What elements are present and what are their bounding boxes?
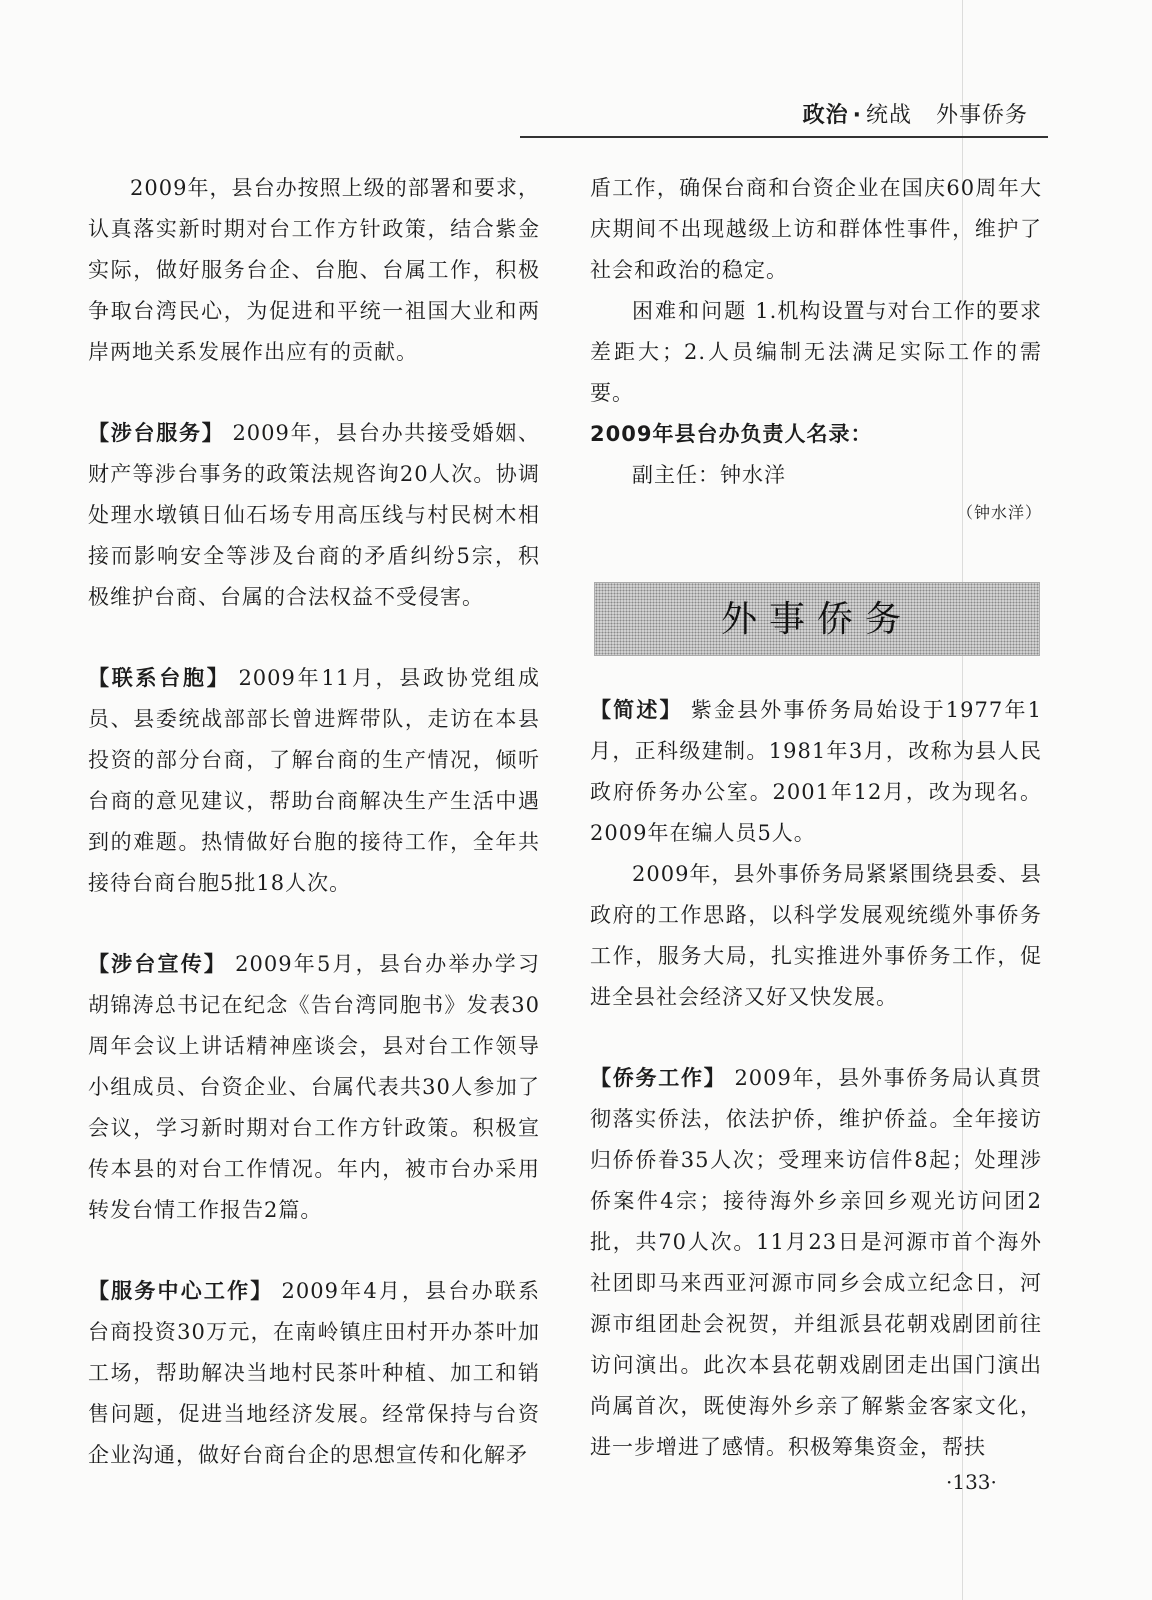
intro-paragraph: 2009年，县台办按照上级的部署和要求，认真落实新时期对台工作方针政策，结合紫金实际，做好服务台企、台胞、台属工作，积极争取台湾民心，为促进和平统一祖国大业和两岸两地关系发展作出应有的贡献。 — [88, 176, 540, 364]
section-heading: 【简述】 — [590, 698, 683, 722]
section-heading: 【联系台胞】 — [88, 666, 231, 690]
section-shetai-fuwu — [88, 413, 540, 618]
section-shetai-xuanchuan — [88, 944, 540, 1231]
section-body: 2009年，县台办共接受婚姻、财产等涉台事务的政策法规咨询20人次。协调处理水墩镇日仙石场专用高压线与村民树木相接而影响安全等涉及台商的矛盾纠纷5宗，积极维护台商、台属的合法权益不受侵害。 — [88, 421, 540, 609]
section-heading: 【服务中心工作】 — [88, 1279, 274, 1303]
continued-paragraph: 盾工作，确保台商和台资企业在国庆60周年大庆期间不出现越级上访和群体性事件，维护了社会和政治的稳定。 — [590, 176, 1042, 282]
right-column — [590, 168, 1042, 1468]
section-heading: 【涉台宣传】 — [88, 952, 228, 976]
page-number: ·133· — [946, 1470, 997, 1494]
section-jianshu — [590, 690, 1042, 854]
section-heading: 【侨务工作】 — [590, 1066, 727, 1090]
section-body: 2009年4月，县台办联系台商投资30万元，在南岭镇庄田村开办茶叶加工场，帮助解决当地村民茶叶种植、加工和销售问题，促进当地经济发展。经常保持与台资企业沟通，做好台商台企的思想宣传和化解矛 — [88, 1279, 540, 1467]
header-rule — [520, 136, 1048, 138]
chapter-banner-title: 外事侨务 — [720, 598, 913, 640]
section-heading: 【涉台服务】 — [88, 421, 225, 445]
chapter-banner — [594, 582, 1040, 656]
running-head — [803, 98, 1028, 129]
section-qiaowu-gongzuo — [590, 1058, 1042, 1468]
author-attribution: （钟水洋） — [956, 503, 1042, 522]
section-body: 2009年，县外事侨务局认真贯彻落实侨法，依法护侨，维护侨益。全年接访归侨侨眷35人次；受理来访信件8起；处理涉侨案件4宗；接待海外乡亲回乡观光访问团2批，共70人次。11月23日是河源市首个海外社团即马来西亚河源市同乡会成立纪念日，河源市组团赴会祝贺，并组派县花朝戏剧团前往访问演出。此次本县花朝戏剧团走出国门演出尚属首次，既使海外乡亲了解紫金客家文化，进一步增进了感情。积极筹集资金，帮扶 — [590, 1066, 1042, 1459]
left-column — [88, 168, 540, 1476]
running-head-subsection: 统战 — [865, 103, 912, 128]
section-fuwu-zhongxin — [88, 1271, 540, 1476]
problems-lead: 困难和问题 — [632, 299, 748, 323]
section-body: 紫金县外事侨务局始设于1977年1月，正科级建制。1981年3月，改称为县人民政府侨务办公室。2001年12月，改为现名。2009年在编人员5人。 — [590, 698, 1042, 845]
section-body: 2009年5月，县台办举办学习胡锦涛总书记在纪念《告台湾同胞书》发表30周年会议上讲话精神座谈会，县对台工作领导小组成员、台资企业、台属代表共30人参加了会议，学习新时期对台工作方针政策。积极宣传本县的对台工作情况。年内，被市台办采用转发台情工作报告2篇。 — [88, 952, 540, 1222]
running-head-chapter: 外事侨务 — [935, 103, 1028, 128]
problems-paragraph — [590, 291, 1042, 414]
running-head-section: 政治 — [802, 103, 849, 128]
section-lianxi-taibao — [88, 658, 540, 904]
running-head-separator-dot: · — [852, 103, 862, 128]
section-body: 2009年11月，县政协党组成员、县委统战部部长曾进辉带队，走访在本县投资的部分台商，了解台商的生产情况，倾听台商的意见建议，帮助台商解决生产生活中遇到的难题。热情做好台胞的接待工作，全年共接待台商台胞5批18人次。 — [88, 666, 540, 895]
overview-paragraph: 2009年，县外事侨务局紧紧围绕县委、县政府的工作思路，以科学发展观统缆外事侨务工作，服务大局，扎实推进外事侨务工作，促进全县社会经济又好又快发展。 — [590, 862, 1042, 1009]
roster-title: 2009年县台办负责人名录： — [590, 422, 873, 446]
roster-item: 副主任：钟水洋 — [632, 463, 786, 487]
problems-body: 1.机构设置与对台工作的要求差距大；2.人员编制无法满足实际工作的需要。 — [590, 299, 1042, 405]
